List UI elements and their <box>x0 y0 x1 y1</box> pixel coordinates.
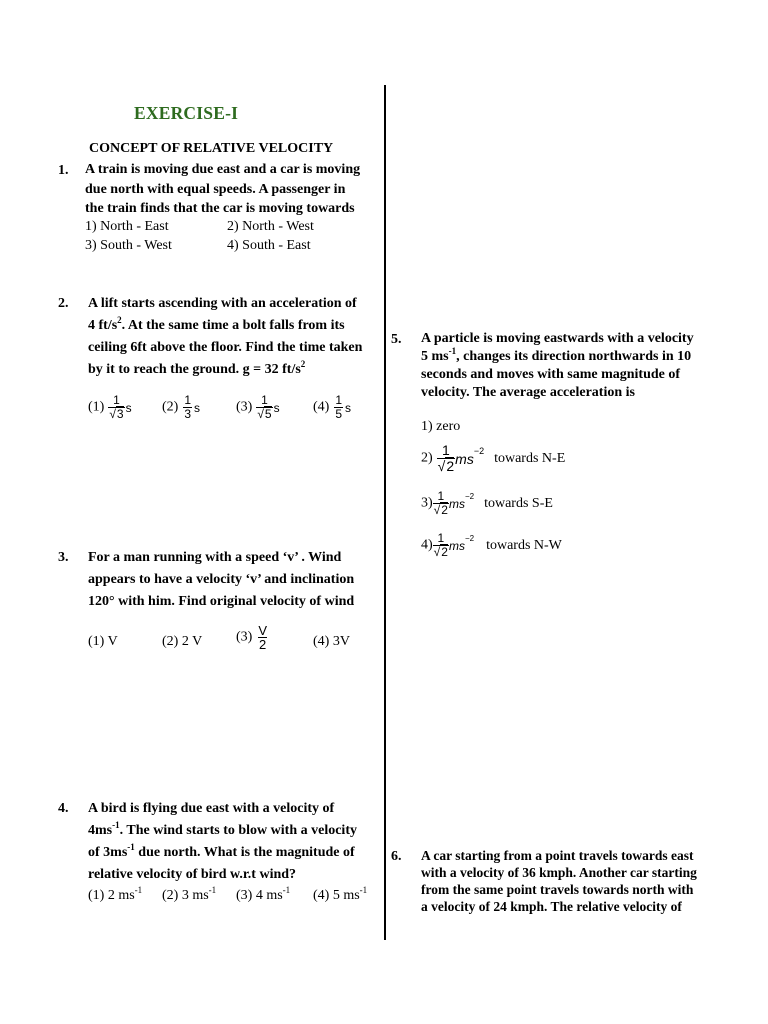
fraction: $\frac{1}{√2}$ <box>437 442 455 474</box>
question-1-option-3: 3) South - West <box>85 238 172 253</box>
question-3-text: For a man running with a speed ‘v’ . Wind appears to have a velocity ‘v’ and inclination 120° with him. Find original velocity of wind <box>88 550 355 609</box>
question-3-option-3: (3) $\frac{V}{2}$ <box>236 623 267 652</box>
fraction: $\frac{1}{√5}$ <box>257 393 272 421</box>
question-3-option-2: (2) 2 V <box>162 634 203 649</box>
question-5-option-3: 3) $\frac{1}{√2}$ $ms^{-2}$ towards S-E <box>421 489 553 517</box>
question-2-text: A lift starts ascending with an acceleration of 4 $ft/s^2$. At the same time a bolt falls from its ceiling 6ft above the floor. Find the time taken by it to reach the ground. g = 32 $ft/s^2$ <box>88 296 363 377</box>
fraction: $\frac{1}{3}$ <box>184 393 192 421</box>
fraction: $\frac{1}{5}$ <box>335 393 343 421</box>
exercise-title: EXERCISE-I <box>134 103 239 123</box>
question-1-text: A train is moving due east and a car is moving due north with equal speeds. A passenger in the train finds that the car is moving towards <box>85 162 361 216</box>
question-3-option-4: (4) 3V <box>313 634 350 649</box>
question-5-option-2: 2) $\frac{1}{√2}$ $ms^{-2}$ towards N-E <box>421 442 566 474</box>
question-4-text: A bird is flying due east with a velocity of $4ms^{-1}$. The wind starts to blow with a velocity of $3ms^{-1}$ due north. What is the magnitude of relative velocity of bird w.r.t wind? <box>88 801 357 882</box>
question-4-option-3: (3) 4 $ms^{-1}$ <box>236 884 291 903</box>
fraction: $\frac{1}{√2}$ <box>433 489 448 517</box>
question-5-option-1: 1) zero <box>421 419 461 434</box>
question-4-option-4: (4) 5 $ms^{-1}$ <box>313 884 368 903</box>
question-3-option-1: (1) V <box>88 634 118 649</box>
question-4-number: 4. <box>58 801 69 816</box>
unit-ms: $ms^{-2}$ <box>448 533 475 553</box>
question-2-option-4: (4) $\frac{1}{5}$ s <box>313 393 352 421</box>
fraction: $\frac{1}{√3}$ <box>109 393 124 421</box>
section-title: CONCEPT OF RELATIVE VELOCITY <box>89 141 334 156</box>
fraction: $\frac{V}{2}$ <box>258 623 267 652</box>
question-6-text: A car starting from a point travels towards east with a velocity of 36 kmph. Another car starting from the same point travels towards north with a velocity of 24 kmph. The relative velocity of <box>421 848 697 914</box>
unit-ms: $ms^{-2}$ <box>448 491 475 511</box>
question-4-option-2: (2) 3 $ms^{-1}$ <box>162 884 217 903</box>
question-2-option-2: (2) $\frac{1}{3}$ s <box>162 393 201 421</box>
question-1-option-4: 4) South - East <box>227 238 311 253</box>
question-4-option-1: (1) 2 $ms^{-1}$ <box>88 884 143 903</box>
question-5-number: 5. <box>391 332 402 347</box>
question-3-number: 3. <box>58 550 69 565</box>
question-1-option-2: 2) North - West <box>227 219 314 234</box>
column-divider <box>384 85 386 940</box>
question-5-option-4: 4) $\frac{1}{√2}$ $ms^{-2}$ towards N-W <box>421 531 562 559</box>
fraction: $\frac{1}{√2}$ <box>433 531 448 559</box>
question-1-option-1: 1) North - East <box>85 219 169 234</box>
question-6-number: 6. <box>391 849 402 864</box>
question-2-number: 2. <box>58 296 69 311</box>
question-2-option-3: (3) $\frac{1}{√5}$ s <box>236 393 280 421</box>
question-2-option-1: (1) $\frac{1}{√3}$ s <box>88 393 132 421</box>
question-5-text: A particle is moving eastwards with a velocity 5 $ms^{-1}$, changes its direction northwards in 10 seconds and moves with same magnitude of velocity. The average acceleration is <box>421 331 694 400</box>
question-1-number: 1. <box>58 163 69 178</box>
unit-ms: $ms^{-2}$ <box>455 445 485 467</box>
